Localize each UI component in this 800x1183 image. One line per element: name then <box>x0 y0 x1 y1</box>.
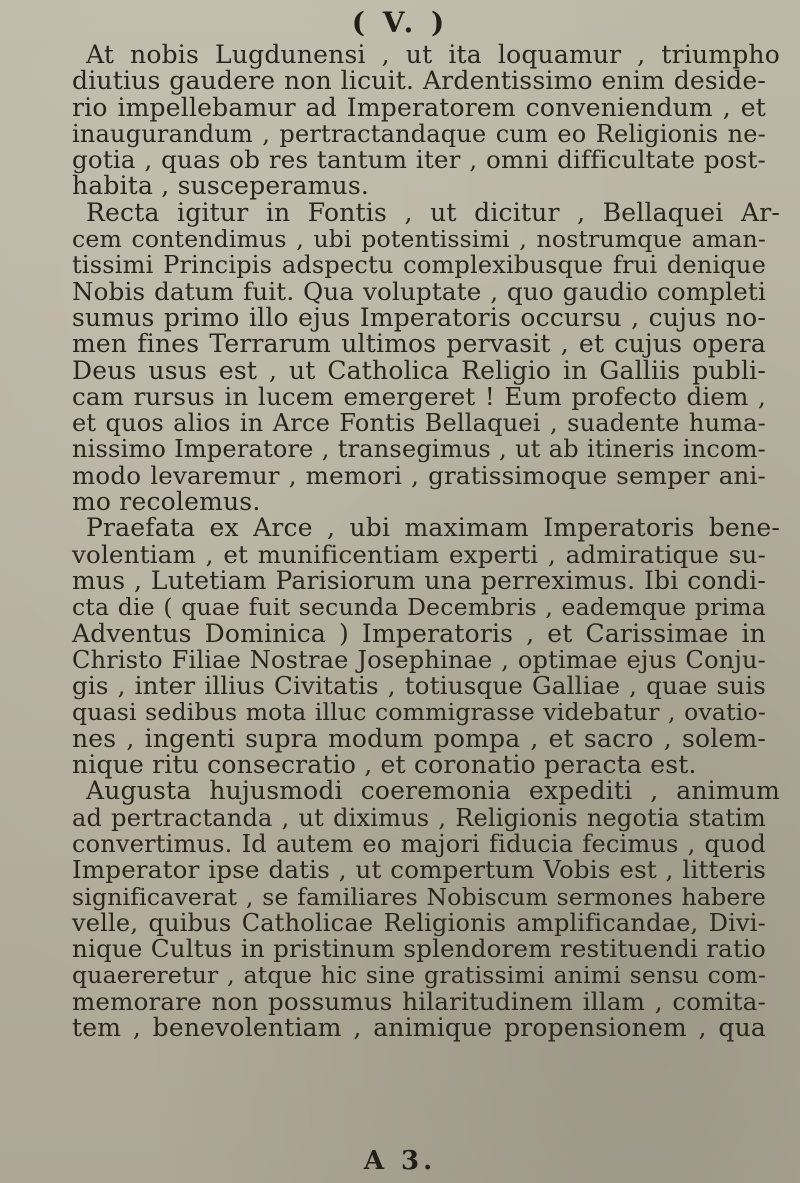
text-line: nissimo Imperatore , transegimus , ut ab itineris incom- <box>72 435 766 464</box>
text-line: nes , ingenti supra modum pompa , et sacro , solem- <box>72 723 766 753</box>
text-line: Imperator ipse datis , ut compertum Vobis est , litteris <box>72 855 766 885</box>
text-line: Nobis datum fuit. Qua voluptate , quo gaudio completi <box>72 276 766 306</box>
text-line: volentiam , et munificentiam experti , admiratique su- <box>72 539 766 569</box>
text-line: inaugurandum , pertractandaque cum eo Religionis ne- <box>72 119 766 148</box>
text-line: Christo Filiae Nostrae Josephinae , optimae ejus Conju- <box>72 645 766 674</box>
text-line: gotia , quas ob res tantum iter , omni difficultate post- <box>72 145 766 175</box>
body-text <box>72 40 780 1042</box>
text-line: Praefata ex Arce , ubi maximam Imperatoris bene- <box>86 513 780 543</box>
text-line: cta die ( quae fuit secunda Decembris , eademque prima <box>72 593 766 622</box>
text-line: quasi sedibus mota illuc commigrasse videbatur , ovatio- <box>72 698 766 727</box>
text-line: Recta igitur in Fontis , ut dicitur , Bellaquei Ar- <box>86 197 780 227</box>
text-line: sumus primo illo ejus Imperatoris occursu , cujus no- <box>72 302 766 332</box>
text-line: convertimus. Id autem eo majori fiducia fecimus , quod <box>72 829 766 858</box>
text-line: mus , Lutetiam Parisiorum una perreximus. Ibi condi- <box>72 565 766 595</box>
page-number-header: ( V. ) <box>351 6 449 39</box>
text-line: rio impellebamur ad Imperatorem conveniendum , et <box>72 92 766 122</box>
text-line: diutius gaudere non licuit. Ardentissimo enim deside- <box>72 66 766 96</box>
text-line: gis , inter illius Civitatis , totiusque Galliae , quae suis <box>72 671 766 701</box>
text-line: cam rursus in lucem emergeret ! Eum profecto diem , <box>72 381 766 411</box>
text-line: cem contendimus , ubi potentissimi , nostrumque aman- <box>72 225 766 254</box>
text-line: significaverat , se familiares Nobiscum sermones habere <box>72 882 766 911</box>
text-line: et quos alios in Arce Fontis Bellaquei , suadente huma- <box>72 409 766 438</box>
text-line: modo levaremur , memori , gratissimoque semper ani- <box>72 460 766 490</box>
signature-mark: A 3. <box>363 1146 437 1176</box>
text-line: velle, quibus Catholicae Religionis amplificandae, Divi- <box>72 908 766 937</box>
text-line: Augusta hujusmodi coeremonia expediti , animum <box>86 776 780 806</box>
text-line: mo recolemus. <box>72 487 261 517</box>
text-line: tissimi Principis adspectu complexibusque frui denique <box>72 251 766 280</box>
text-line: ad pertractanda , ut diximus , Religionis negotia statim <box>72 803 766 832</box>
text-line: men fines Terrarum ultimos pervasit , et cujus opera <box>72 329 766 359</box>
text-line: memorare non possumus hilaritudinem illam , comita- <box>72 986 766 1016</box>
text-line: nique Cultus in pristinum splendorem restituendi ratio <box>72 934 766 964</box>
text-line: Adventus Dominica ) Imperatoris , et Carissimae in <box>72 618 766 648</box>
text-line: tem , benevolentiam , animique propensionem , qua <box>72 1012 766 1042</box>
text-line: Deus usus est , ut Catholica Religio in Galliis publi- <box>72 355 766 385</box>
text-line: At nobis Lugdunensi , ut ita loquamur , triumpho <box>86 40 780 69</box>
text-line: habita , susceperamus. <box>72 171 369 201</box>
text-line: nique ritu consecratio , et coronatio peracta est. <box>72 750 697 780</box>
text-line: quaereretur , atque hic sine gratissimi animi sensu com- <box>72 961 766 990</box>
